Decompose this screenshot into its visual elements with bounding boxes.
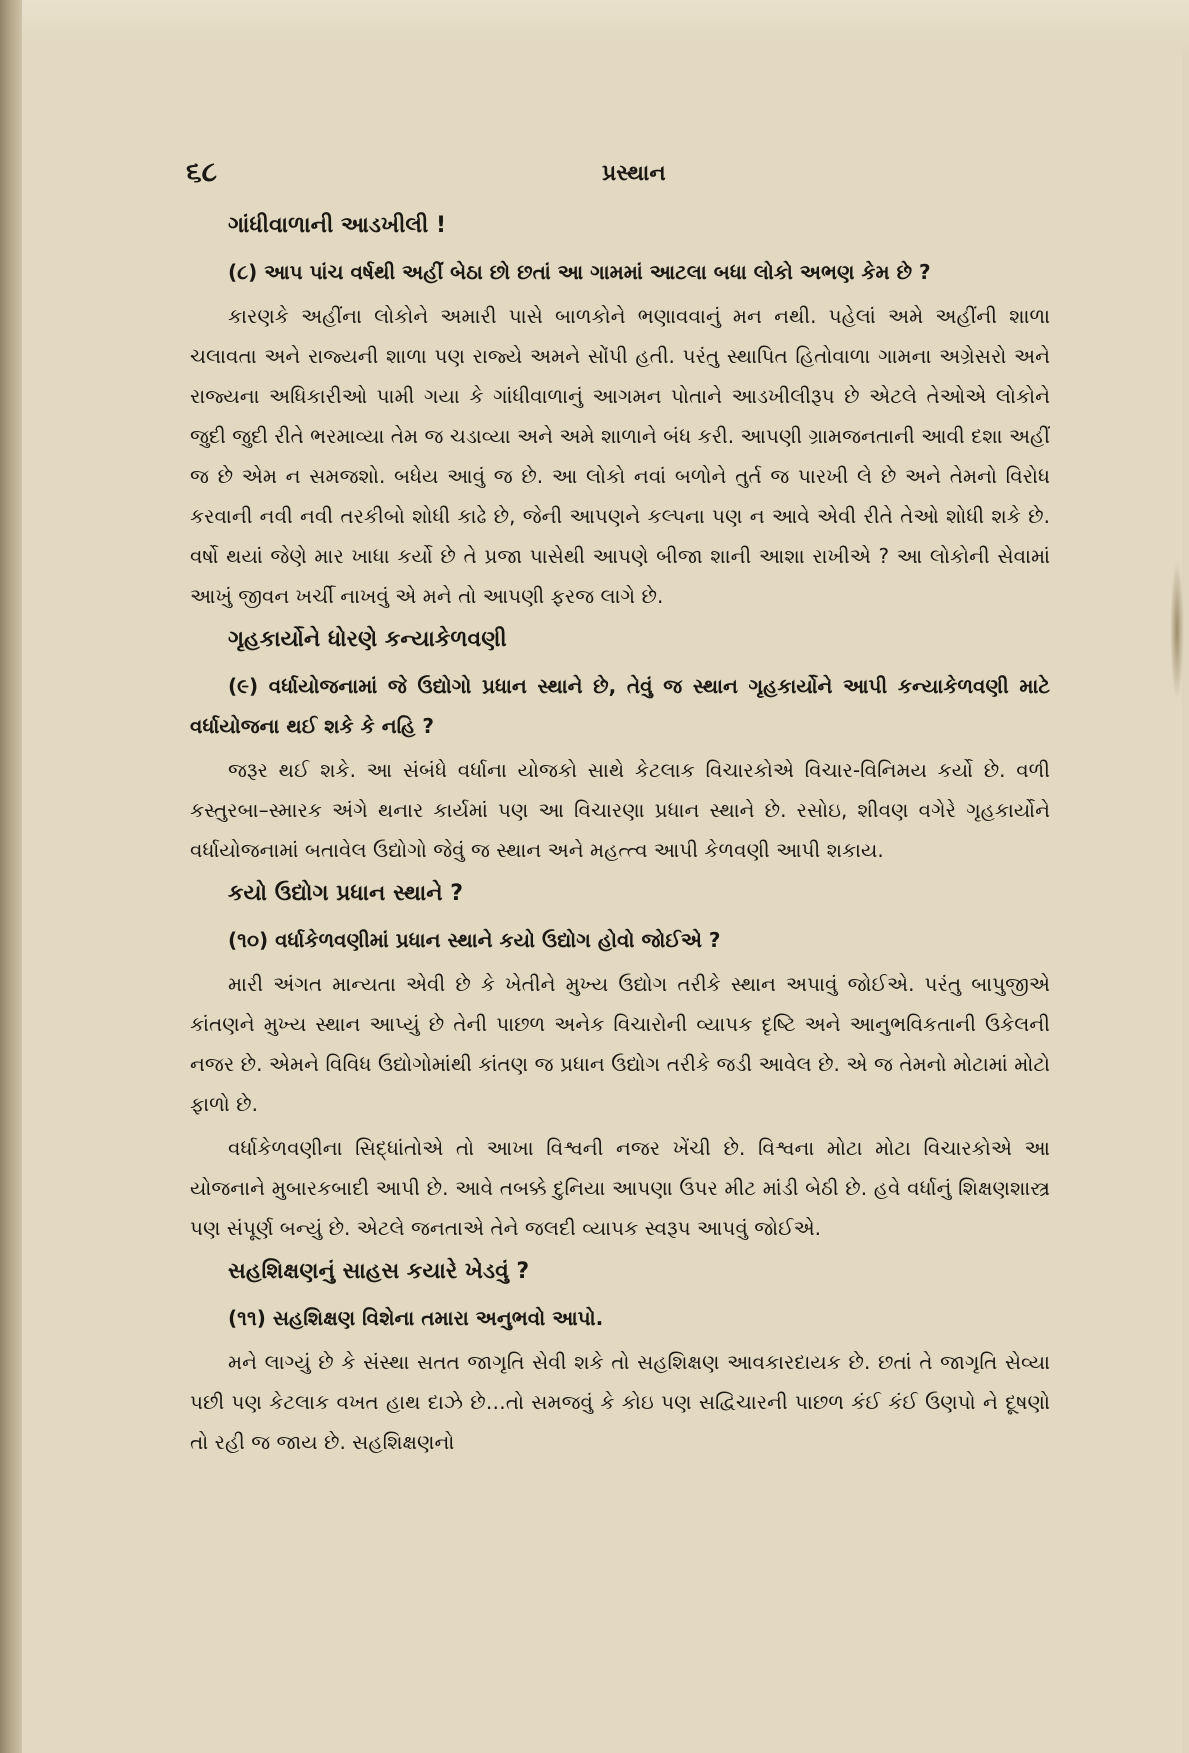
section-heading: સહશિક્ષણનું સાહસ કયારે ખેડવું ? (228, 1259, 530, 1284)
paper-stain (1170, 560, 1184, 700)
section-heading: ગૃહકાર્યોને ધોરણે કન્યાકેળવણી (228, 627, 507, 652)
question-10: (૧૦) વર્ધાકેળવણીમાં પ્રધાન સ્થાને કયો ઉદ્યોગ હોવો જોઈએ ? (228, 928, 721, 952)
answer-paragraph: કારણકે અહીંના લોકોને અમારી પાસે બાળકોને ભણાવવાનું મન નથી. પહેલાં અમે અહીંની શાળા ચલાવતા અને રાજ્યની શાળા પણ રાજ્યે અમને સોંપી હતી. પરંતુ સ્થાપિત હિતોવાળા ગામના અગ્રેસરો અને રાજ્યના અધિકારીઓ પામી ગયા કે ગાંધીવાળાનું આગમન પોતાને આડખીલીરૂપ છે એટલે તેઓએ લોકોને જુદી જુદી રીતે ભરમાવ્યા તેમ જ ચડાવ્યા અને અમે શાળાને બંધ કરી. આપણી ગ્રામજનતાની આવી દશા અહીં જ છે એમ ન સમજશો. બધેય આવું જ છે. આ લોકો નવાં બળોને તુર્ત જ પારખી લે છે અને તેમનો વિરોધ કરવાની નવી નવી તરકીબો શોધી કાઢે છે, જેની આપણને કલ્પના પણ ન આવે એવી રીતે તેઓ શોધી શકે છે. વર્ષો થયાં જેણે માર ખાધા કર્યો છે તે પ્રજા પાસેથી આપણે બીજા શાની આશા રાખીએ ? આ લોકોની સેવામાં આખું જીવન ખર્ચી નાખવું એ મને તો આપણી ફરજ લાગે છે. (190, 304, 1050, 608)
section-heading: કયો ઉદ્યોગ પ્રધાન સ્થાને ? (228, 881, 464, 906)
page-content (186, 152, 1050, 1466)
section-heading: ગાંધીવાળાની આડખીલી ! (228, 213, 446, 238)
binding-edge (0, 0, 22, 1753)
answer-paragraph: વર્ધાકેળવણીના સિદ્ધાંતોએ તો આખા વિશ્વની નજર ખેંચી છે. વિશ્વના મોટા મોટા વિચારકોએ આ યોજનાને મુબારકબાદી આપી છે. આવે તબક્કે દુનિયા આપણા ઉપર મીટ માંડી બેઠી છે. હવે વર્ધાનું શિક્ષણશાસ્ત્ર પણ સંપૂર્ણ બન્યું છે. એટલે જનતાએ તેને જલદી વ્યાપક સ્વરૂપ આપવું જોઈએ. (190, 1136, 1050, 1240)
section-4 (190, 1252, 1050, 1462)
answer-paragraph: મારી અંગત માન્યતા એવી છે કે ખેતીને મુખ્ય ઉદ્યોગ તરીકે સ્થાન અપાવું જોઈએ. પરંતુ બાપુજીએ કાંતણને મુખ્ય સ્થાન આપ્યું છે તેની પાછળ અનેક વિચારોની વ્યાપક દૃષ્ટિ અને આનુભવિકતાની ઉકેલની નજર છે. એમને વિવિધ ઉદ્યોગોમાંથી કાંતણ જ પ્રધાન ઉદ્યોગ તરીકે જડી આવેલ છે. એ જ તેમનો મોટામાં મોટો ફાળો છે. (190, 972, 1050, 1116)
question-8: (૮) આપ પાંચ વર્ષથી અહીં બેઠા છો છતાં આ ગામમાં આટલા બધા લોકો અભણ કેમ છે ? (228, 260, 931, 284)
page-header (186, 152, 1050, 202)
section-1 (190, 206, 1050, 616)
section-2 (190, 620, 1050, 870)
page-number: ૬૮ (186, 155, 218, 188)
question-9: (૯) વર્ધાયોજનામાં જે ઉદ્યોગો પ્રધાન સ્થાને છે, તેવું જ સ્થાન ગૃહકાર્યોને આપી કન્યાકેળવણી માટે વર્ધાયોજના થઈ શકે કે નહિ ? (190, 674, 1050, 738)
running-head: પ્રસ્થાન (602, 161, 666, 186)
section-3 (190, 874, 1050, 1248)
question-11: (૧૧) સહશિક્ષણ વિશેના તમારા અનુભવો આપો. (228, 1306, 604, 1330)
answer-paragraph: જરૂર થઈ શકે. આ સંબંધે વર્ધાના યોજકો સાથે કેટલાક વિચારકોએ વિચાર-વિનિમય કર્યો છે. વળી કસ્તુરબા–સ્મારક અંગે થનાર કાર્યમાં પણ આ વિચારણા પ્રધાન સ્થાને છે. રસોઇ, શીવણ વગેરે ગૃહકાર્યોને વર્ધાયોજનામાં બતાવેલ ઉદ્યોગો જેવું જ સ્થાન અને મહત્ત્વ આપી કેળવણી આપી શકાય. (190, 758, 1050, 862)
answer-paragraph: મને લાગ્યું છે કે સંસ્થા સતત જાગૃતિ સેવી શકે તો સહશિક્ષણ આવકારદાયક છે. છતાં તે જાગૃતિ સેવ્યા પછી પણ કેટલાક વખત હાથ દાઝે છે…તો સમજવું કે કોઇ પણ સદ્વિચારની પાછળ કંઈ કંઈ ઉણપો ને દૂષણો તો રહી જ જાય છે. સહશિક્ષણનો (190, 1350, 1050, 1454)
